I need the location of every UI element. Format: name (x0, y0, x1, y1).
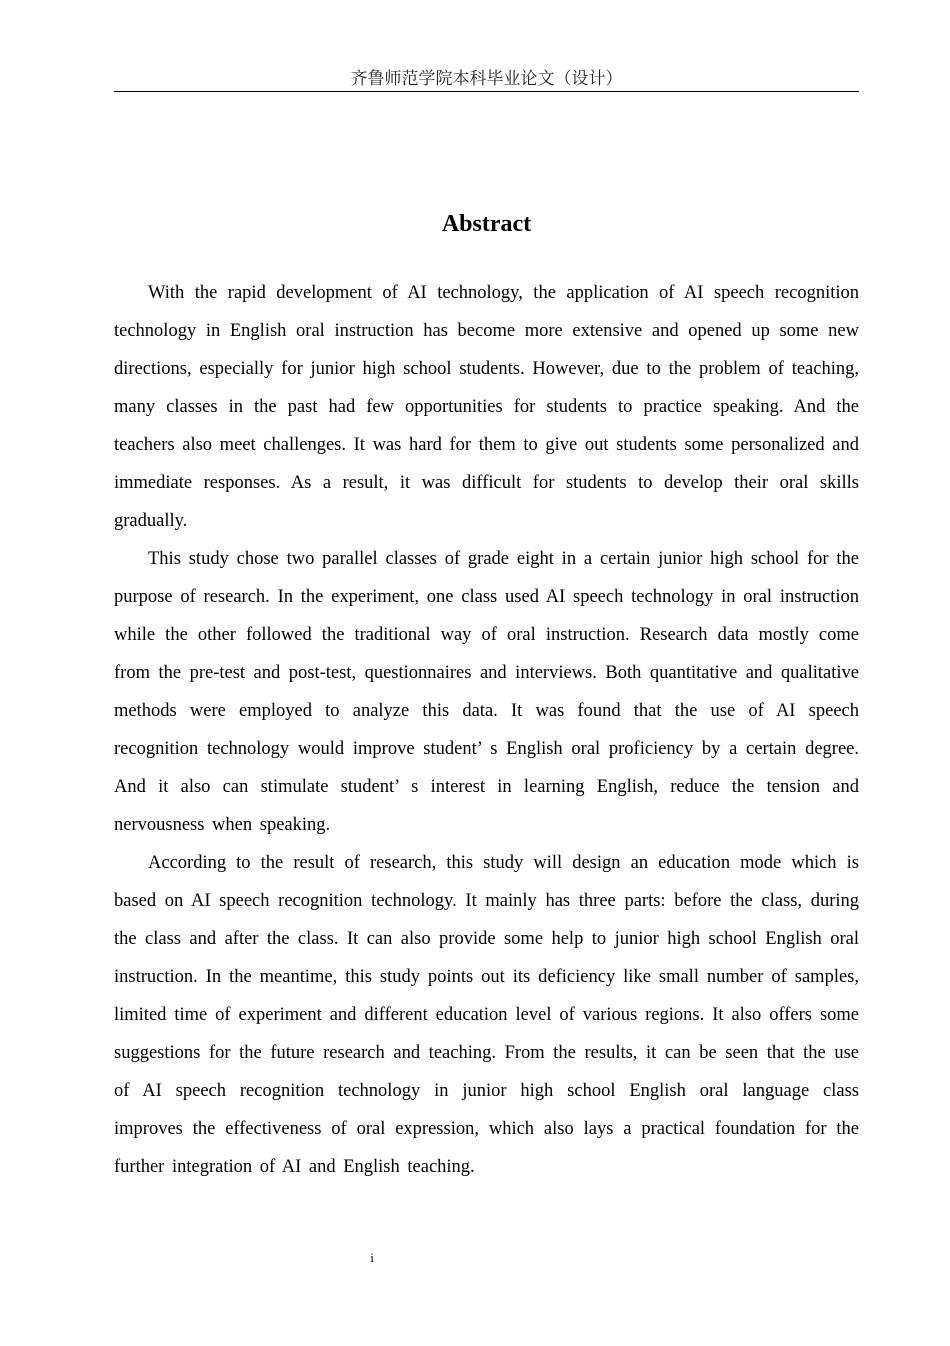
running-header: 齐鲁师范学院本科毕业论文（设计） (350, 69, 623, 89)
header-divider (114, 91, 859, 92)
abstract-paragraph-2: This study chose two parallel classes of grade eight in a certain junior high school for the purpose of research. In the experiment, one class used AI speech technology in oral instruction while the other followed the traditional way of oral instruction. Research data mostly come from the pre-test and post-test, questionnaires and interviews. Both quantitative and qualitative methods were employed to analyze this data. It was found that the use of AI speech recognition technology would improve student’ s English oral proficiency by a certain degree. And it also can stimulate student’ s interest in learning English, reduce the tension and nervousness when speaking. (114, 549, 859, 835)
page-title: Abstract (441, 211, 532, 237)
abstract-body (114, 274, 859, 1186)
page-number: i (370, 1250, 374, 1265)
abstract-paragraph-1: With the rapid development of AI technology, the application of AI speech recognition technology in English oral instruction has become more extensive and opened up some new directions, especially for junior high school students. However, due to the problem of teaching, many classes in the past had few opportunities for students to practice speaking. And the teachers also meet challenges. It was hard for them to give out students some personalized and immediate responses. As a result, it was difficult for students to develop their oral skills gradually. (114, 283, 859, 531)
abstract-paragraph-3: According to the result of research, this study will design an education mode which is based on AI speech recognition technology. It mainly has three parts: before the class, during the class and after the class. It can also provide some help to junior high school English oral instruction. In the meantime, this study points out its deficiency like small number of samples, limited time of experiment and different education level of various regions. It also offers some suggestions for the future research and teaching. From the results, it can be seen that the use of AI speech recognition technology in junior high school English oral language class improves the effectiveness of oral expression, which also lays a practical foundation for the further integration of AI and English teaching. (114, 853, 859, 1177)
